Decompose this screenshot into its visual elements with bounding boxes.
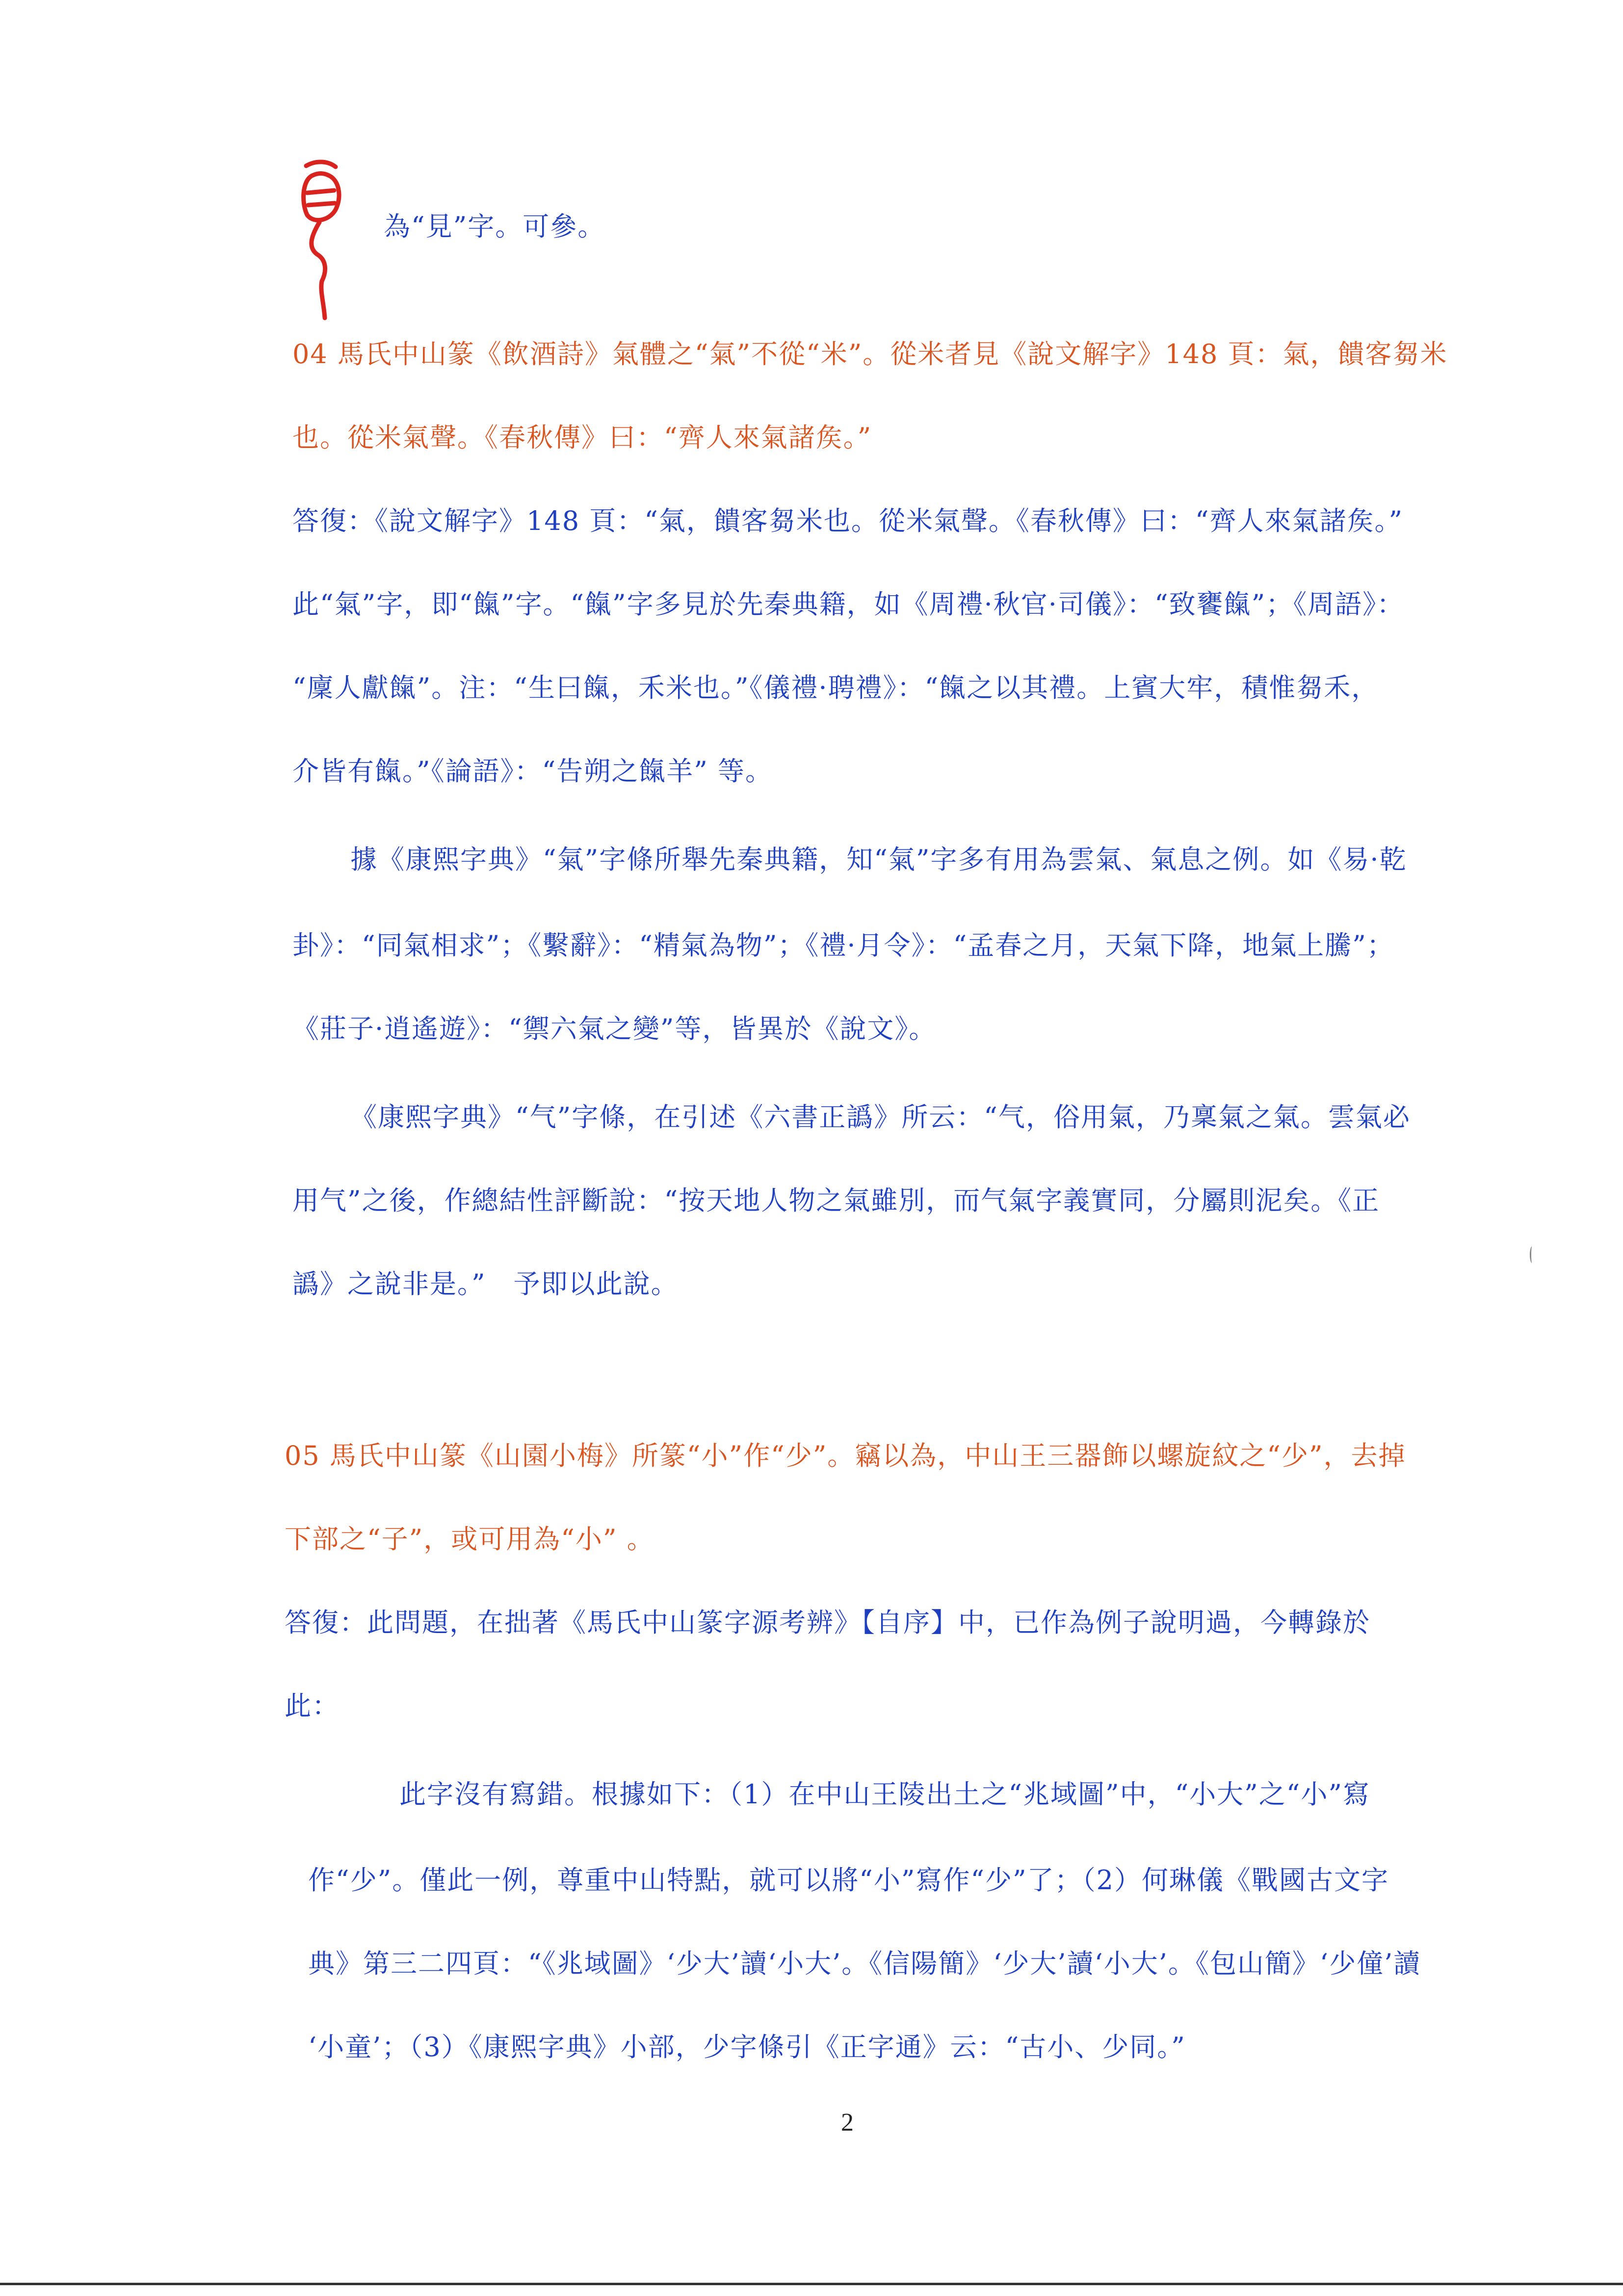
seal-script-jian-glyph	[292, 156, 346, 323]
intro-line: 為“見”字。可參。	[384, 211, 605, 242]
answer-04-line-8: 《康熙字典》“气”字條，在引述《六書正譌》所云：“气，俗用氣，乃稟氣之氣。雲氣必	[350, 1102, 1411, 1133]
answer-05-quote-line-1: 此字沒有寫錯。根據如下：（1）在中山王陵出土之“兆域圖”中，“小大”之“小”寫	[399, 1779, 1370, 1810]
page-bottom-edge	[0, 2283, 1623, 2285]
answer-05-quote-line-4: ‘小童’；（3）《康熙字典》小部，少字條引《正字通》云：“古小、少同。”	[308, 2032, 1186, 2062]
answer-04-line-10: 譌》之說非是。” 予即以此說。	[292, 1268, 679, 1299]
answer-05-line-2: 此：	[285, 1690, 340, 1721]
answer-04-line-7: 《莊子·逍遙遊》：“禦六氣之變”等，皆異於《說文》。	[292, 1013, 937, 1044]
answer-04-line-9: 用气”之後，作總結性評斷說：“按天地人物之氣雖別，而气氣字義實同，分屬則泥矣。《正	[292, 1185, 1380, 1216]
answer-04-line-2: 此“氣”字，即“餼”字。“餼”字多見於先秦典籍，如《周禮·秋官·司儀》：“致饔餼”；《周語》：	[292, 589, 1405, 620]
answer-04-line-1: 答復：《說文解字》148 頁：“氣，饋客芻米也。從米氣聲。《春秋傳》曰：“齊人來氣諸矦。”	[292, 505, 1404, 536]
answer-04-line-3: “廩人獻餼”。注：“生曰餼，禾米也。”《儀禮·聘禮》：“餼之以其禮。上賓大牢，積惟芻禾，	[292, 672, 1379, 703]
answer-04-line-4: 介皆有餼。”《論語》：“告朔之餼羊” 等。	[292, 756, 773, 787]
question-05-line-2: 下部之“子”，或可用為“小” 。	[285, 1524, 654, 1555]
answer-04-line-6: 卦》：“同氣相求”；《繫辭》：“精氣為物”；《禮·月令》：“孟春之月，天氣下降，地氣上騰”；	[292, 930, 1394, 961]
question-05-line-1: 05 馬氏中山篆《山園小梅》所篆“小”作“少”。竊以為，中山王三器飾以螺旋紋之“少”，去掉	[285, 1440, 1406, 1471]
answer-05-quote-line-2: 作“少”。僅此一例，尊重中山特點，就可以將“小”寫作“少”了；（2）何琳儀《戰國古文字	[308, 1865, 1389, 1896]
answer-05-line-1: 答復：此問題，在拙著《馬氏中山篆字源考辨》【自序】中，已作為例子說明過，今轉錄於	[285, 1607, 1370, 1638]
question-04-line-2: 也。從米氣聲。《春秋傳》曰：“齊人來氣諸矦。”	[292, 422, 872, 453]
question-04-line-1: 04 馬氏中山篆《飲酒詩》氣體之“氣”不從“米”。從米者見《說文解字》148 頁：氣，饋客芻米	[292, 339, 1448, 369]
answer-05-quote-line-3: 典》第三二四頁：“《兆域圖》‘少大’讀‘小大’。《信陽簡》‘少大’讀‘小大’。《包山簡》‘少僮’讀	[308, 1948, 1421, 1979]
answer-04-line-5: 據《康熙字典》“氣”字條所舉先秦典籍，知“氣”字多有用為雲氣、氣息之例。如《易·乾	[350, 844, 1407, 875]
scan-artifact	[1530, 1246, 1534, 1263]
page-number: 2	[841, 2109, 854, 2137]
